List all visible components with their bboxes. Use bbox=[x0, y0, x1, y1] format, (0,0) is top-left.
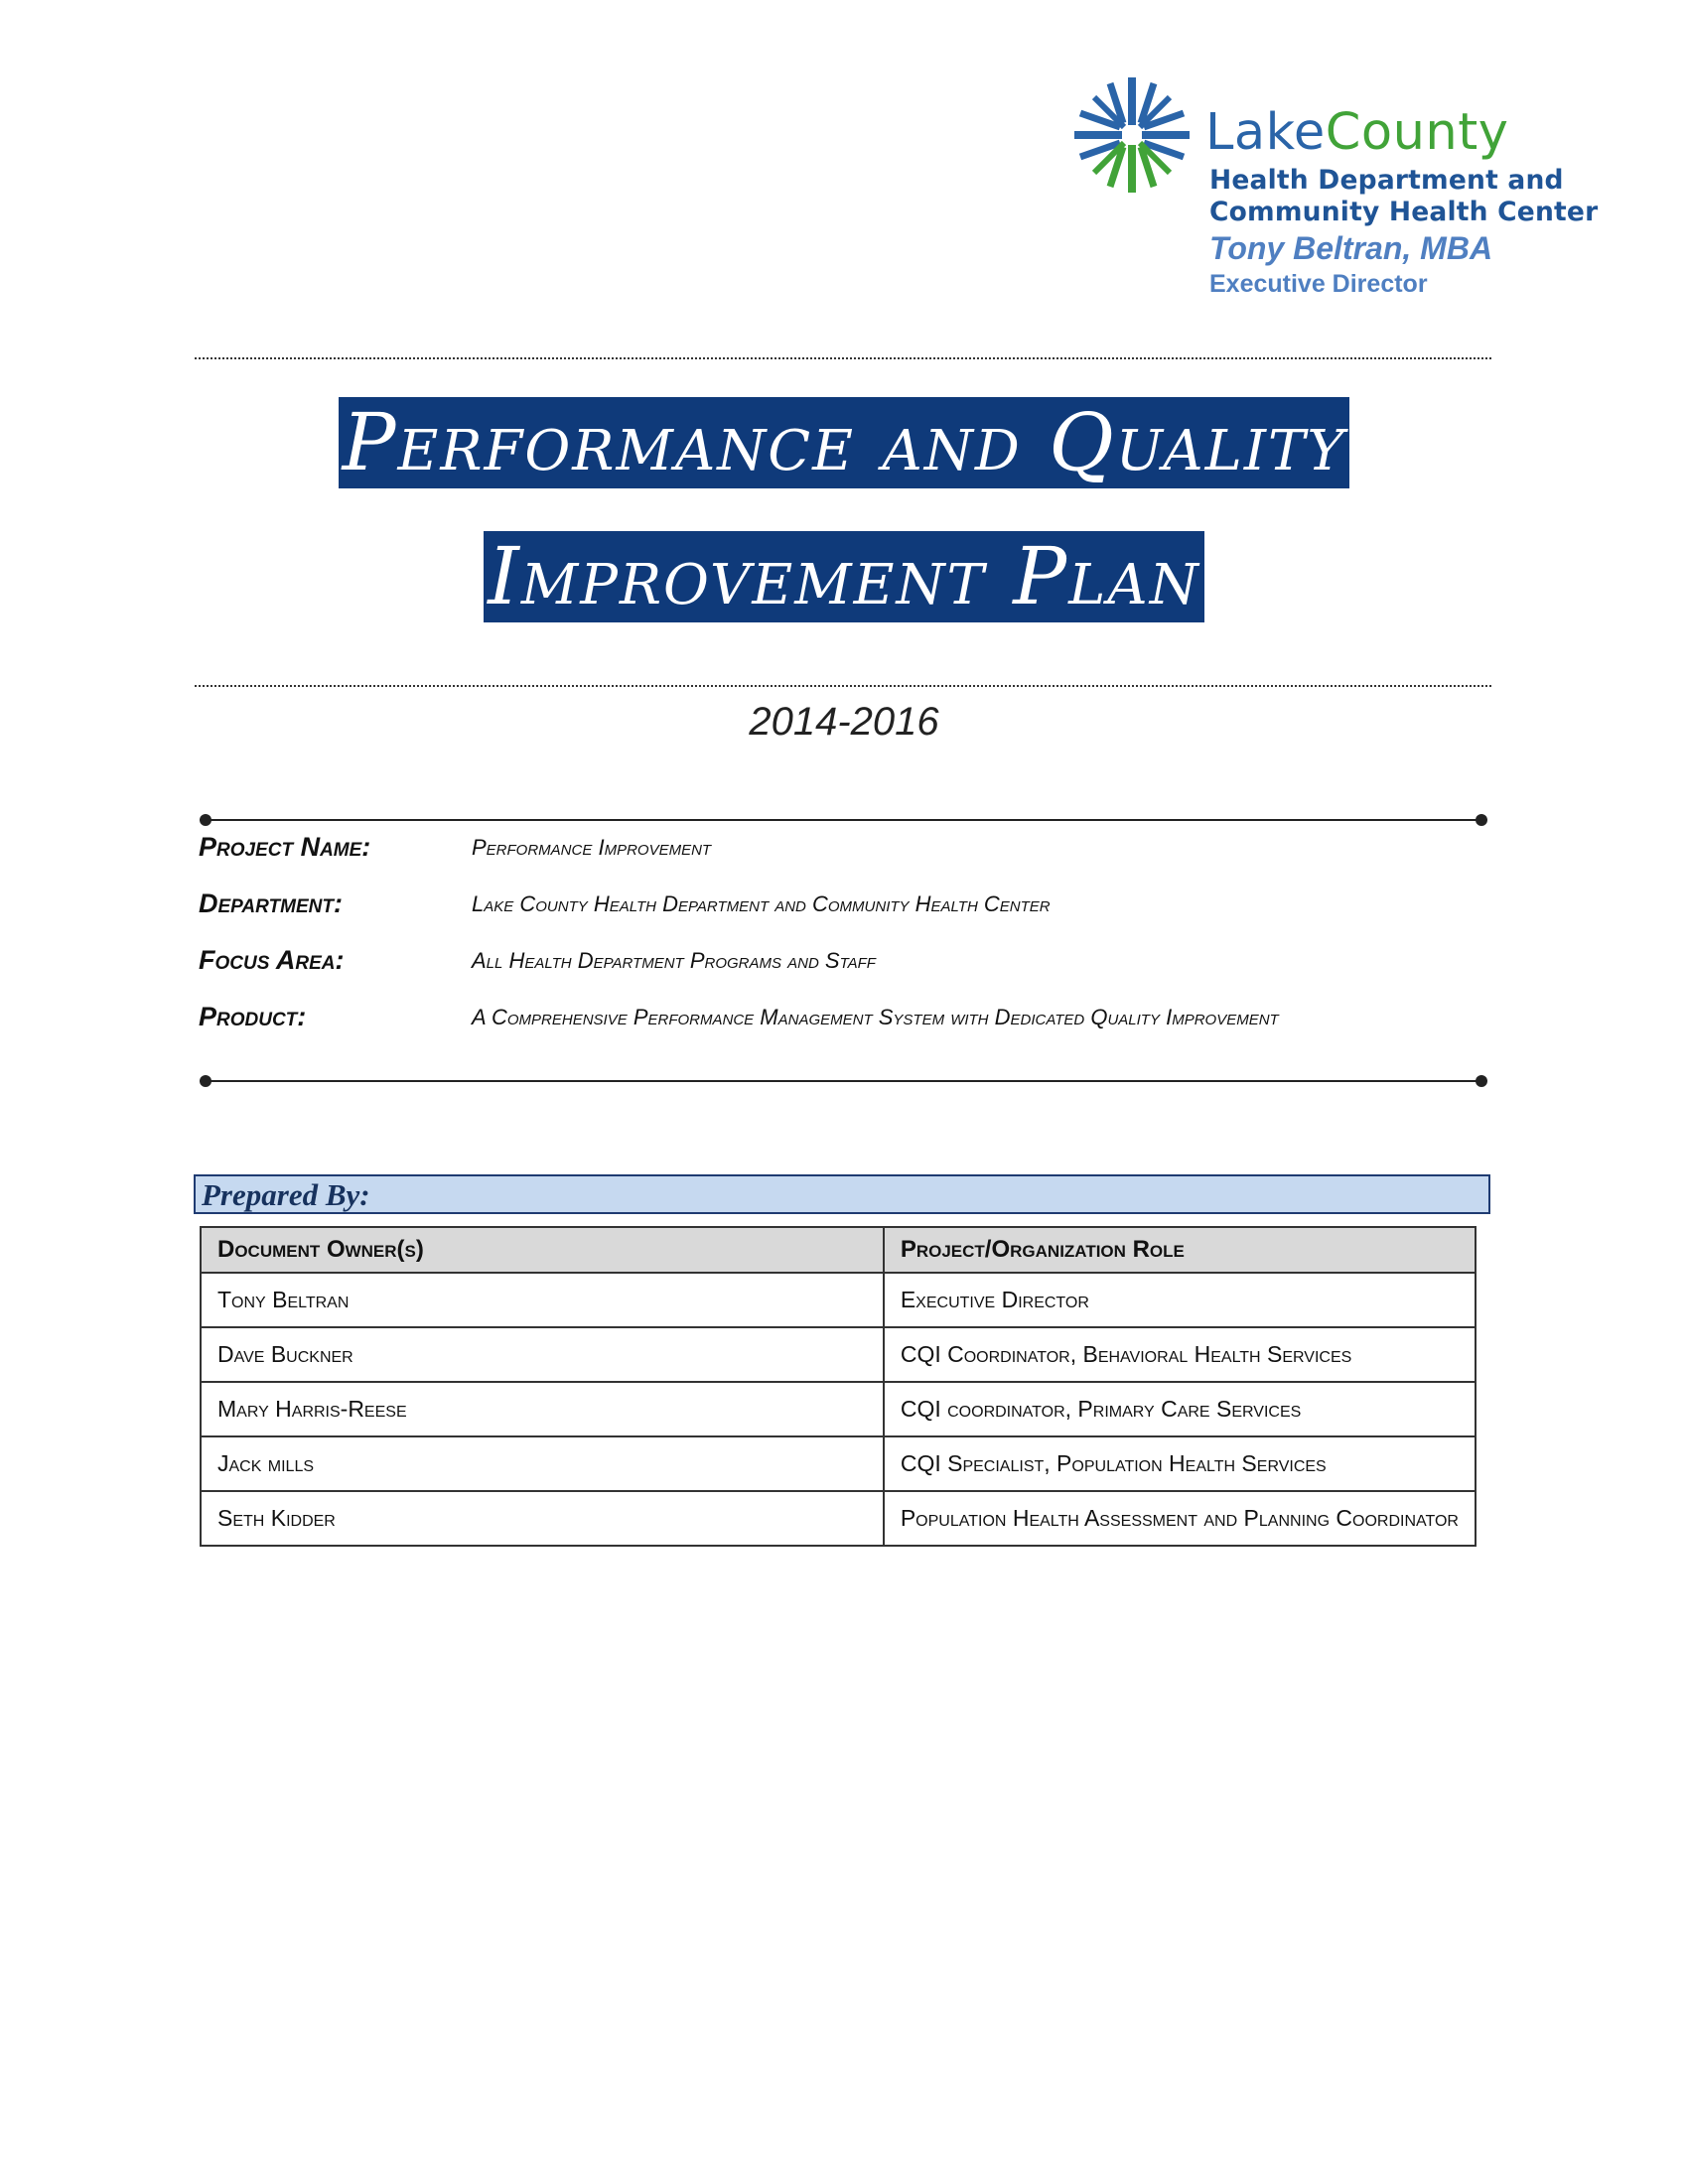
director-title: Executive Director bbox=[1209, 270, 1428, 298]
info-rule-bottom bbox=[206, 1080, 1481, 1082]
info-label: Project Name: bbox=[199, 832, 371, 862]
info-rule-top bbox=[206, 819, 1481, 821]
starburst-logo-icon bbox=[1070, 73, 1194, 197]
brand-name bbox=[1205, 103, 1508, 163]
owner-cell: Jack mills bbox=[201, 1436, 884, 1491]
document-title-line2 bbox=[0, 531, 1688, 622]
document-title-line1 bbox=[0, 397, 1688, 488]
plan-years: 2014-2016 bbox=[749, 700, 939, 744]
brand-subtitle-line2: Community Health Center bbox=[1209, 197, 1599, 227]
dotted-divider-bottom bbox=[195, 685, 1491, 687]
table-row bbox=[201, 1436, 1476, 1491]
info-value: Performance Improvement bbox=[472, 835, 712, 860]
owner-cell: Dave Buckner bbox=[201, 1327, 884, 1382]
info-label: Product: bbox=[199, 1002, 307, 1031]
table-row bbox=[201, 1491, 1476, 1546]
letterhead bbox=[1070, 69, 1599, 308]
document-owners-table bbox=[200, 1226, 1477, 1547]
brand-subtitle-line1: Health Department and bbox=[1209, 165, 1564, 196]
owner-cell: Tony Beltran bbox=[201, 1273, 884, 1327]
table-header-row bbox=[201, 1227, 1476, 1273]
owner-cell: Seth Kidder bbox=[201, 1491, 884, 1546]
prepared-by-heading: Prepared By: bbox=[202, 1177, 370, 1212]
dotted-divider-top bbox=[195, 357, 1491, 359]
table-row bbox=[201, 1273, 1476, 1327]
info-value: Lake County Health Department and Community Health Center bbox=[472, 891, 1051, 916]
info-value: A Comprehensive Performance Management System with Dedicated Quality Improvement bbox=[472, 1005, 1279, 1029]
table-row bbox=[201, 1382, 1476, 1436]
role-cell: CQI coordinator, Primary Care Services bbox=[884, 1382, 1476, 1436]
role-cell: CQI Specialist, Population Health Services bbox=[884, 1436, 1476, 1491]
role-cell: Executive Director bbox=[884, 1273, 1476, 1327]
owner-cell: Mary Harris-Reese bbox=[201, 1382, 884, 1436]
info-value: All Health Department Programs and Staff bbox=[472, 948, 876, 973]
role-cell: Population Health Assessment and Planning Coordinator bbox=[884, 1491, 1476, 1546]
info-label: Focus Area: bbox=[199, 945, 345, 975]
prepared-by-banner bbox=[194, 1174, 1490, 1214]
director-name: Tony Beltran, MBA bbox=[1209, 230, 1493, 266]
title-highlight-2: Improvement Plan bbox=[484, 531, 1204, 622]
brand-lake: Lake bbox=[1205, 103, 1326, 162]
column-header-owner: Document Owner(s) bbox=[201, 1227, 884, 1273]
table-row bbox=[201, 1327, 1476, 1382]
column-header-role: Project/Organization Role bbox=[884, 1227, 1476, 1273]
title-highlight-1: Performance and Quality bbox=[339, 397, 1350, 488]
role-cell: CQI Coordinator, Behavioral Health Services bbox=[884, 1327, 1476, 1382]
brand-county: County bbox=[1325, 103, 1509, 162]
info-label: Department: bbox=[199, 888, 343, 918]
